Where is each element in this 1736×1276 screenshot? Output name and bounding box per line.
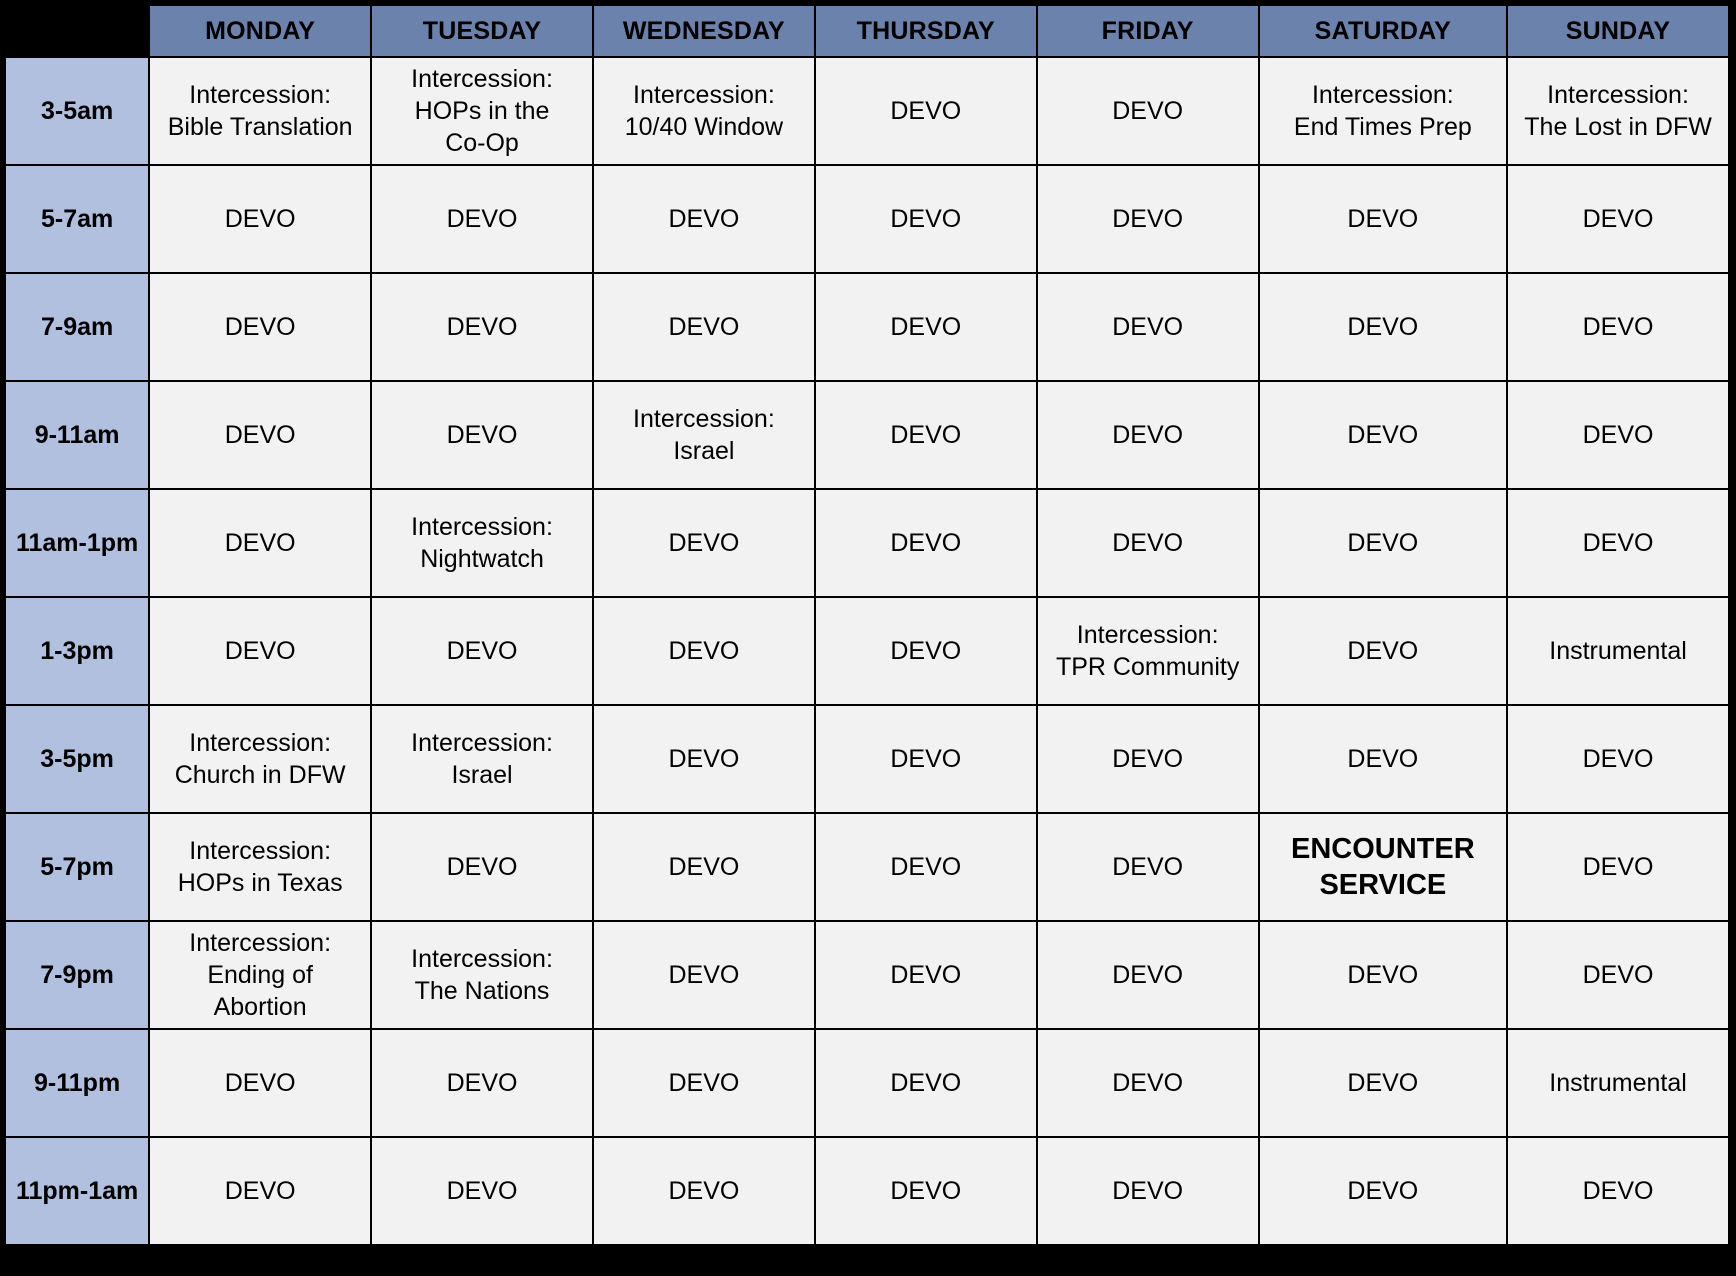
time-slot-label: 7-9am [5, 273, 149, 381]
schedule-cell-wednesday [593, 597, 815, 705]
cell-text-line: Intercession: [189, 729, 332, 757]
cell-text-line: DEVO [1112, 97, 1184, 125]
schedule-cell-thursday [815, 273, 1037, 381]
schedule-cell-thursday [815, 1137, 1037, 1245]
schedule-cell-thursday [815, 705, 1037, 813]
day-header-row [5, 5, 1729, 57]
schedule-cell-sunday [1507, 597, 1729, 705]
cell-text-line: DEVO [224, 529, 296, 557]
schedule-cell-sunday [1507, 1137, 1729, 1245]
schedule-cell-friday [1037, 813, 1259, 921]
cell-text-line: Instrumental [1549, 637, 1687, 665]
schedule-cell-wednesday [593, 1029, 815, 1137]
cell-text-line: DEVO [1112, 421, 1184, 449]
cell-text-line: Bible Translation [167, 113, 353, 141]
cell-text-line: HOPs in Texas [177, 869, 343, 897]
time-slot-label: 11pm-1am [5, 1137, 149, 1245]
schedule-cell-tuesday [371, 381, 593, 489]
schedule-cell-thursday [815, 381, 1037, 489]
cell-text-line: DEVO [1347, 529, 1419, 557]
schedule-cell-tuesday [371, 273, 593, 381]
cell-text-line: Intercession: [1311, 81, 1454, 109]
cell-text-line: DEVO [446, 421, 518, 449]
cell-text-line: DEVO [1112, 529, 1184, 557]
cell-text-line: DEVO [890, 421, 962, 449]
day-header-monday: MONDAY [149, 5, 371, 57]
cell-text-line: DEVO [446, 637, 518, 665]
cell-text-line: Intercession: [411, 729, 553, 757]
cell-text-line: DEVO [224, 205, 296, 233]
cell-text-line: DEVO [890, 1069, 962, 1097]
cell-text-line: DEVO [890, 853, 962, 881]
time-slot-row [5, 1137, 1729, 1245]
schedule-cell-wednesday [593, 57, 815, 165]
schedule-cell-saturday [1259, 1029, 1508, 1137]
time-slot-label: 11am-1pm [5, 489, 149, 597]
cell-text-line: SERVICE [1319, 869, 1447, 901]
time-slot-row [5, 165, 1729, 273]
cell-text-line: Intercession: [1547, 81, 1689, 109]
cell-text-line: The Lost in DFW [1524, 113, 1712, 141]
schedule-cell-sunday [1507, 813, 1729, 921]
cell-text-line: 10/40 Window [624, 113, 784, 141]
schedule-cell-wednesday [593, 165, 815, 273]
cell-text-line: DEVO [668, 313, 740, 341]
schedule-cell-monday [149, 597, 371, 705]
cell-text-line: DEVO [890, 961, 962, 989]
cell-text-line: DEVO [1582, 1177, 1654, 1205]
schedule-cell-friday [1037, 921, 1259, 1029]
time-slot-label: 9-11pm [5, 1029, 149, 1137]
cell-text-line: DEVO [668, 961, 740, 989]
cell-text-line: Intercession: [1076, 621, 1219, 649]
schedule-cell-tuesday [371, 1137, 593, 1245]
cell-text-line: Ending of [207, 961, 313, 989]
cell-text-line: Intercession: [411, 65, 553, 93]
day-header-wednesday: WEDNESDAY [593, 5, 815, 57]
cell-text-line: DEVO [224, 1177, 296, 1205]
schedule-cell-sunday [1507, 489, 1729, 597]
day-header-saturday: SATURDAY [1259, 5, 1508, 57]
schedule-cell-sunday [1507, 705, 1729, 813]
corner-cell [5, 5, 149, 57]
cell-text-line: Co-Op [445, 129, 519, 157]
cell-text-line: Intercession: [633, 81, 775, 109]
schedule-body [5, 57, 1729, 1245]
schedule-cell-friday [1037, 273, 1259, 381]
cell-text-line: DEVO [1347, 1069, 1419, 1097]
schedule-cell-tuesday [371, 597, 593, 705]
time-slot-label: 3-5pm [5, 705, 149, 813]
schedule-cell-wednesday [593, 813, 815, 921]
cell-text-line: DEVO [224, 313, 296, 341]
time-slot-row [5, 381, 1729, 489]
cell-text-line: DEVO [890, 745, 962, 773]
schedule-cell-sunday [1507, 1029, 1729, 1137]
cell-text-line: DEVO [890, 97, 962, 125]
schedule-cell-tuesday [371, 57, 593, 165]
cell-text-line: Abortion [213, 993, 307, 1021]
schedule-cell-friday [1037, 381, 1259, 489]
schedule-cell-tuesday [371, 165, 593, 273]
cell-text-line: DEVO [446, 1177, 518, 1205]
time-slot-label: 5-7am [5, 165, 149, 273]
schedule-cell-wednesday [593, 1137, 815, 1245]
schedule-cell-thursday [815, 813, 1037, 921]
day-header-thursday: THURSDAY [815, 5, 1037, 57]
cell-text-line: HOPs in the [414, 97, 550, 125]
schedule-cell-thursday [815, 489, 1037, 597]
time-slot-label: 9-11am [5, 381, 149, 489]
schedule-cell-monday [149, 165, 371, 273]
cell-text-line: DEVO [1112, 205, 1184, 233]
day-header-tuesday: TUESDAY [371, 5, 593, 57]
schedule-cell-tuesday [371, 705, 593, 813]
cell-text-line: DEVO [1112, 1177, 1184, 1205]
schedule-cell-friday [1037, 489, 1259, 597]
cell-text-line: ENCOUNTER [1291, 833, 1475, 865]
schedule-cell-saturday [1259, 921, 1508, 1029]
cell-text-line: Nightwatch [420, 545, 544, 573]
cell-text-line: DEVO [1347, 961, 1419, 989]
schedule-cell-monday [149, 489, 371, 597]
cell-text-line: DEVO [668, 637, 740, 665]
schedule-cell-sunday [1507, 273, 1729, 381]
cell-text-line: DEVO [890, 637, 962, 665]
cell-text-line: DEVO [890, 1177, 962, 1205]
cell-text-line: DEVO [1112, 313, 1184, 341]
schedule-cell-sunday [1507, 381, 1729, 489]
cell-text-line: DEVO [224, 1069, 296, 1097]
cell-text-line: DEVO [1582, 421, 1654, 449]
schedule-cell-sunday [1507, 57, 1729, 165]
schedule-cell-thursday [815, 921, 1037, 1029]
cell-text-line: DEVO [1347, 1177, 1419, 1205]
schedule-cell-wednesday [593, 489, 815, 597]
schedule-cell-wednesday [593, 273, 815, 381]
schedule-cell-saturday [1259, 1137, 1508, 1245]
schedule-cell-thursday [815, 597, 1037, 705]
cell-text-line: DEVO [1112, 745, 1184, 773]
cell-text-line: DEVO [1347, 313, 1419, 341]
cell-text-line: DEVO [224, 421, 296, 449]
schedule-cell-thursday [815, 165, 1037, 273]
time-slot-row [5, 921, 1729, 1029]
cell-text-line: DEVO [1347, 637, 1419, 665]
cell-text-line: DEVO [1582, 313, 1654, 341]
cell-text-line: DEVO [1582, 853, 1654, 881]
cell-text-line: Intercession: [189, 837, 332, 865]
schedule-cell-tuesday [371, 921, 593, 1029]
day-header-friday: FRIDAY [1037, 5, 1259, 57]
schedule-cell-saturday [1259, 165, 1508, 273]
schedule-cell-saturday [1259, 813, 1508, 921]
cell-text-line: DEVO [890, 205, 962, 233]
schedule-cell-wednesday [593, 381, 815, 489]
schedule-cell-tuesday [371, 1029, 593, 1137]
weekly-schedule-table [4, 4, 1730, 1246]
schedule-cell-monday [149, 57, 371, 165]
schedule-cell-thursday [815, 57, 1037, 165]
schedule-cell-saturday [1259, 381, 1508, 489]
schedule-cell-sunday [1507, 165, 1729, 273]
cell-text-line: Israel [673, 437, 735, 465]
cell-text-line: DEVO [668, 1177, 740, 1205]
cell-text-line: DEVO [668, 853, 740, 881]
schedule-cell-saturday [1259, 57, 1508, 165]
cell-text-line: DEVO [668, 745, 740, 773]
schedule-cell-saturday [1259, 597, 1508, 705]
cell-text-line: DEVO [1112, 853, 1184, 881]
time-slot-label: 7-9pm [5, 921, 149, 1029]
schedule-cell-monday [149, 1029, 371, 1137]
cell-text-line: End Times Prep [1293, 113, 1472, 141]
schedule-cell-saturday [1259, 489, 1508, 597]
cell-text-line: Church in DFW [174, 761, 346, 789]
cell-text-line: Intercession: [411, 945, 553, 973]
schedule-cell-monday [149, 705, 371, 813]
cell-text-line: DEVO [668, 529, 740, 557]
schedule-cell-monday [149, 273, 371, 381]
time-slot-row [5, 813, 1729, 921]
cell-text-line: Israel [451, 761, 513, 789]
cell-text-line: DEVO [446, 853, 518, 881]
cell-text-line: Intercession: [633, 405, 775, 433]
schedule-cell-tuesday [371, 489, 593, 597]
time-slot-row [5, 489, 1729, 597]
schedule-cell-thursday [815, 1029, 1037, 1137]
schedule-cell-wednesday [593, 921, 815, 1029]
cell-text-line: DEVO [1347, 421, 1419, 449]
cell-text-line: DEVO [668, 205, 740, 233]
schedule-cell-monday [149, 381, 371, 489]
time-slot-label: 5-7pm [5, 813, 149, 921]
schedule-cell-monday [149, 921, 371, 1029]
cell-text-line: DEVO [1347, 205, 1419, 233]
cell-text-line: Intercession: [189, 81, 332, 109]
cell-text-line: Intercession: [189, 929, 332, 957]
schedule-cell-monday [149, 1137, 371, 1245]
schedule-cell-friday [1037, 705, 1259, 813]
time-slot-row [5, 273, 1729, 381]
cell-text-line: DEVO [446, 313, 518, 341]
time-slot-row [5, 705, 1729, 813]
schedule-cell-monday [149, 813, 371, 921]
cell-text-line: TPR Community [1055, 653, 1240, 681]
cell-text-line: DEVO [1582, 745, 1654, 773]
schedule-cell-sunday [1507, 921, 1729, 1029]
schedule-cell-tuesday [371, 813, 593, 921]
schedule-cell-saturday [1259, 705, 1508, 813]
schedule-cell-friday [1037, 1029, 1259, 1137]
time-slot-row [5, 57, 1729, 165]
cell-text-line: DEVO [1347, 745, 1419, 773]
cell-text-line: DEVO [446, 1069, 518, 1097]
cell-text-line: DEVO [1112, 1069, 1184, 1097]
cell-text-line: DEVO [446, 205, 518, 233]
cell-text-line: DEVO [890, 313, 962, 341]
cell-text-line: DEVO [1582, 529, 1654, 557]
cell-text-line: DEVO [1112, 961, 1184, 989]
cell-text-line: DEVO [890, 529, 962, 557]
schedule-cell-wednesday [593, 705, 815, 813]
schedule-cell-friday [1037, 1137, 1259, 1245]
time-slot-row [5, 597, 1729, 705]
schedule-cell-friday [1037, 57, 1259, 165]
time-slot-row [5, 1029, 1729, 1137]
day-header-sunday: SUNDAY [1507, 5, 1729, 57]
schedule-cell-friday [1037, 597, 1259, 705]
cell-text-line: DEVO [1582, 961, 1654, 989]
cell-text-line: DEVO [1582, 205, 1654, 233]
schedule-cell-saturday [1259, 273, 1508, 381]
time-slot-label: 1-3pm [5, 597, 149, 705]
cell-text-line: Intercession: [411, 513, 553, 541]
cell-text-line: Instrumental [1549, 1069, 1687, 1097]
time-slot-label: 3-5am [5, 57, 149, 165]
cell-text-line: The Nations [414, 977, 550, 1005]
cell-text-line: DEVO [224, 637, 296, 665]
cell-text-line: DEVO [668, 1069, 740, 1097]
schedule-cell-friday [1037, 165, 1259, 273]
